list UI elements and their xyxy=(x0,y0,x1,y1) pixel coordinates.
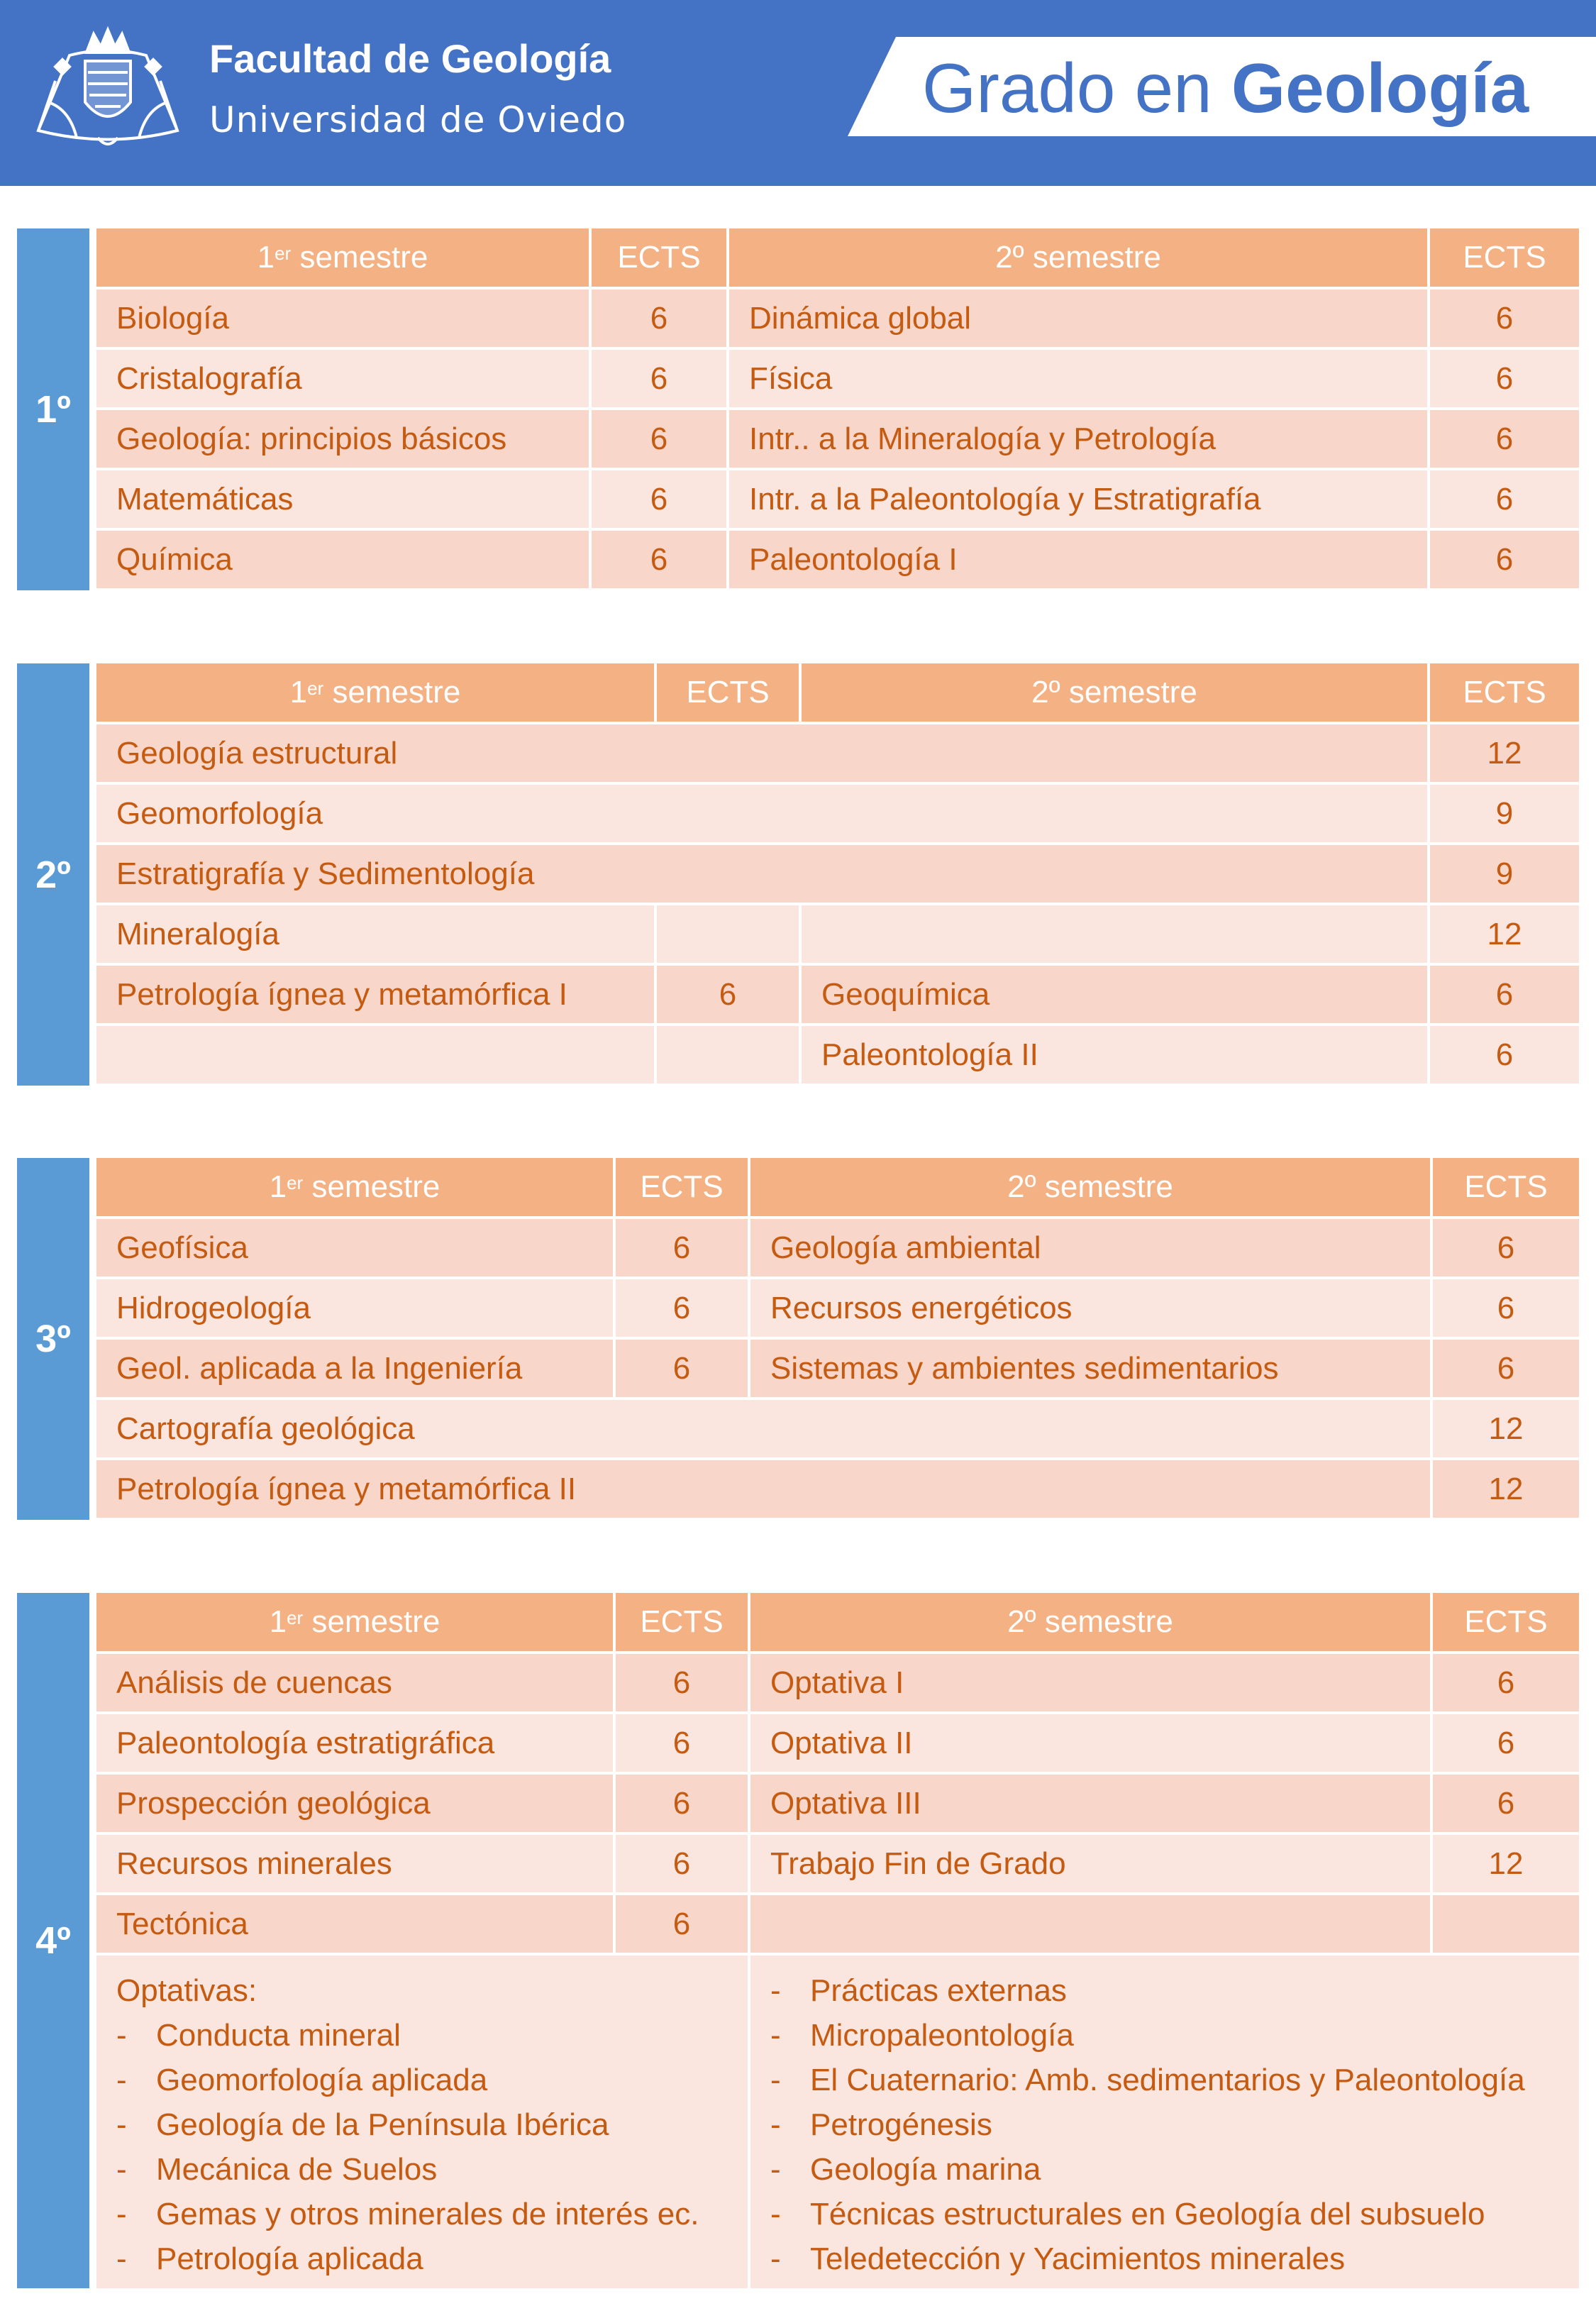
ects-cell: 6 xyxy=(592,531,726,588)
university-name: Universidad de Oviedo xyxy=(209,99,627,140)
course-cell: Mineralogía xyxy=(96,905,654,963)
course-cell: Biología xyxy=(96,289,589,347)
degree-title xyxy=(922,48,1529,128)
course-cell: Optativa I xyxy=(750,1654,1430,1711)
ects-cell: 6 xyxy=(1433,1219,1579,1276)
ects-cell: 6 xyxy=(1433,1775,1579,1832)
ects-cell: 6 xyxy=(1430,531,1579,588)
header-semester-1: 1 $^{er}$ semestre xyxy=(96,1158,613,1216)
year-4-block xyxy=(0,1593,1596,2288)
ects-cell: 6 xyxy=(1430,350,1579,407)
elective-item: - Teledetección y Yacimientos minerales xyxy=(770,2241,1346,2276)
year-1-block xyxy=(0,228,1596,590)
elective-list-title: Optativas: xyxy=(116,1973,257,2008)
ects-cell: 6 xyxy=(616,1714,748,1772)
header-ects-2: ECTS xyxy=(1430,228,1579,287)
ects-cell: 6 xyxy=(657,966,799,1023)
header-ects-1: ECTS xyxy=(616,1158,748,1216)
elective-list-right xyxy=(750,1955,1579,2288)
page-header xyxy=(0,0,1596,186)
header-semester-1: 1 $^{er}$ semestre xyxy=(96,663,654,722)
course-cell: Cartografía geológica xyxy=(96,1400,1430,1457)
ects-cell: 6 xyxy=(616,1835,748,1892)
ects-cell: 6 xyxy=(1433,1279,1579,1337)
ects-cell: 6 xyxy=(592,289,726,347)
ects-cell: 6 xyxy=(1430,966,1579,1023)
course-cell: Geología estructural xyxy=(96,724,1427,782)
header-ects-2: ECTS xyxy=(1433,1158,1579,1216)
course-cell: Hidrogeología xyxy=(96,1279,613,1337)
ects-cell: 12 xyxy=(1433,1400,1579,1457)
course-cell: Estratigrafía y Sedimentología xyxy=(96,845,1427,903)
elective-list-left xyxy=(96,1955,748,2288)
course-cell xyxy=(96,1026,654,1083)
ects-cell: 6 xyxy=(616,1895,748,1953)
course-cell: Geología ambiental xyxy=(750,1219,1430,1276)
elective-item: - Gemas y otros minerales de interés ec. xyxy=(116,2197,699,2231)
elective-item: - Técnicas estructurales en Geología del subsuelo xyxy=(770,2197,1485,2231)
course-cell: Dinámica global xyxy=(729,289,1427,347)
ects-cell xyxy=(657,1026,799,1083)
ects-cell: 6 xyxy=(592,470,726,528)
course-cell: Geoquímica xyxy=(802,966,1427,1023)
year-label: 2º xyxy=(17,663,89,1086)
ects-cell: 6 xyxy=(616,1279,748,1337)
ects-cell: 6 xyxy=(616,1219,748,1276)
university-crest-icon xyxy=(27,24,189,152)
course-cell: Análisis de cuencas xyxy=(96,1654,613,1711)
year-2-block xyxy=(0,663,1596,1086)
header-semester-1: 1 $^{er}$ semestre xyxy=(96,228,589,287)
course-cell: Paleontología I xyxy=(729,531,1427,588)
course-cell: Cristalografía xyxy=(96,350,589,407)
elective-item: - Geología marina xyxy=(770,2152,1041,2187)
elective-item: - Conducta mineral xyxy=(116,2018,401,2053)
course-cell: Paleontología II xyxy=(802,1026,1427,1083)
year-label: 4º xyxy=(17,1593,89,2288)
header-ects-2: ECTS xyxy=(1430,663,1579,722)
elective-item: - Geología de la Península Ibérica xyxy=(116,2107,609,2142)
header-ects-2: ECTS xyxy=(1433,1593,1579,1651)
header-semester-2: 2º semestre xyxy=(729,228,1427,287)
header-ects-1: ECTS xyxy=(657,663,799,722)
ects-cell: 12 xyxy=(1433,1460,1579,1518)
header-semester-1: 1 $^{er}$ semestre xyxy=(96,1593,613,1651)
course-cell: Geomorfología xyxy=(96,785,1427,842)
course-cell: Trabajo Fin de Grado xyxy=(750,1835,1430,1892)
ects-cell: 6 xyxy=(1433,1654,1579,1711)
course-cell xyxy=(802,905,1427,963)
elective-item: - Petrología aplicada xyxy=(116,2241,423,2276)
header-semester-2: 2º semestre xyxy=(802,663,1427,722)
header-semester-2: 2º semestre xyxy=(750,1593,1430,1651)
elective-item: - Mecánica de Suelos xyxy=(116,2152,438,2187)
ects-cell: 6 xyxy=(592,350,726,407)
course-cell: Geología: principios básicos xyxy=(96,410,589,468)
year-label: 1º xyxy=(17,228,89,590)
year-3-block xyxy=(0,1158,1596,1520)
ects-cell: 12 xyxy=(1433,1835,1579,1892)
course-cell: Petrología ígnea y metamórfica I xyxy=(96,966,654,1023)
elective-item: - Micropaleontología xyxy=(770,2018,1074,2053)
ects-cell: 12 xyxy=(1430,724,1579,782)
faculty-name: Facultad de Geología xyxy=(209,36,611,81)
ects-cell: 6 xyxy=(592,410,726,468)
course-cell: Optativa III xyxy=(750,1775,1430,1832)
course-cell: Matemáticas xyxy=(96,470,589,528)
degree-prefix: Grado en xyxy=(922,49,1231,127)
course-cell: Intr. a la Paleontología y Estratigrafía xyxy=(729,470,1427,528)
course-cell: Recursos minerales xyxy=(96,1835,613,1892)
degree-name: Geología xyxy=(1231,49,1529,127)
course-cell: Física xyxy=(729,350,1427,407)
elective-item: - El Cuaternario: Amb. sedimentarios y Paleontología xyxy=(770,2063,1525,2097)
course-cell: Paleontología estratigráfica xyxy=(96,1714,613,1772)
ects-cell: 6 xyxy=(1433,1714,1579,1772)
elective-item: - Prácticas externas xyxy=(770,1973,1067,2008)
elective-item: - Geomorfología aplicada xyxy=(116,2063,488,2097)
ects-cell: 6 xyxy=(1430,470,1579,528)
ects-cell xyxy=(1433,1895,1579,1953)
header-ects-1: ECTS xyxy=(592,228,726,287)
ects-cell: 6 xyxy=(1430,410,1579,468)
course-cell: Tectónica xyxy=(96,1895,613,1953)
ects-cell: 9 xyxy=(1430,845,1579,903)
ects-cell: 6 xyxy=(1430,289,1579,347)
course-cell: Geol. aplicada a la Ingeniería xyxy=(96,1340,613,1397)
course-cell: Intr.. a la Mineralogía y Petrología xyxy=(729,410,1427,468)
course-cell: Recursos energéticos xyxy=(750,1279,1430,1337)
ects-cell: 12 xyxy=(1430,905,1579,963)
header-semester-2: 2º semestre xyxy=(750,1158,1430,1216)
ects-cell: 9 xyxy=(1430,785,1579,842)
course-cell: Sistemas y ambientes sedimentarios xyxy=(750,1340,1430,1397)
year-label: 3º xyxy=(17,1158,89,1520)
course-cell: Geofísica xyxy=(96,1219,613,1276)
ects-cell: 6 xyxy=(616,1340,748,1397)
course-cell: Optativa II xyxy=(750,1714,1430,1772)
ects-cell: 6 xyxy=(1430,1026,1579,1083)
course-cell xyxy=(750,1895,1430,1953)
course-cell: Petrología ígnea y metamórfica II xyxy=(96,1460,1430,1518)
ects-cell: 6 xyxy=(616,1654,748,1711)
header-ects-1: ECTS xyxy=(616,1593,748,1651)
course-cell: Química xyxy=(96,531,589,588)
course-cell: Prospección geológica xyxy=(96,1775,613,1832)
ects-cell: 6 xyxy=(1433,1340,1579,1397)
ects-cell: 6 xyxy=(616,1775,748,1832)
ects-cell xyxy=(657,905,799,963)
elective-item: - Petrogénesis xyxy=(770,2107,992,2142)
